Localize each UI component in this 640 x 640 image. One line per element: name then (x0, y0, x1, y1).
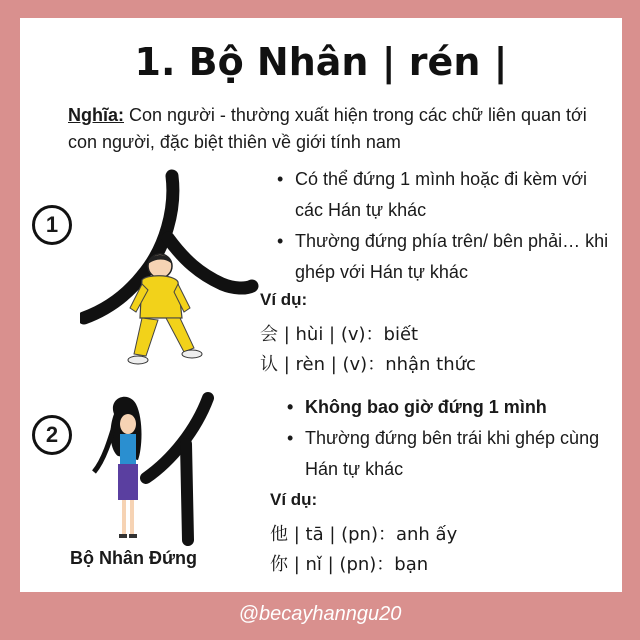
example-line: 认 | rèn | (v)：nhận thức (260, 354, 476, 375)
ren-standing-slash (146, 398, 208, 478)
examples-title-2: Ví dụ: (270, 490, 318, 509)
list-item: • Có thể đứng 1 mình hoặc đi kèm với các Hán tự khác (275, 164, 615, 226)
meaning-label: Nghĩa: (68, 105, 124, 125)
section2-bullets (285, 392, 615, 485)
section1-bullets (275, 164, 615, 288)
footer-handle: @becayhanngu20 (238, 603, 402, 625)
examples-title-1: Ví dụ: (260, 290, 308, 309)
section-number-2: 2 (32, 415, 72, 455)
example-line: 你 | nǐ | (pn)：bạn (270, 554, 429, 575)
section-number-1: 1 (32, 205, 72, 245)
list-item: • Thường đứng phía trên/ bên phải… khi ghép với Hán tự khác (275, 226, 615, 288)
ren-standing-vertical (186, 444, 188, 540)
standing-girl-figure (94, 397, 142, 538)
content-card (20, 18, 622, 592)
example-line: 他 | tā | (pn)：anh ấy (270, 524, 458, 545)
list-item: • Thường đứng bên trái khi ghép cùng Hán tự khác (285, 423, 615, 485)
list-item: • Không bao giờ đứng 1 mình (285, 392, 615, 423)
standing-ren-caption: Bộ Nhân Đứng (70, 548, 198, 568)
page-title: 1. Bộ Nhân | rén | (134, 40, 508, 84)
ren-right-stroke (168, 238, 252, 288)
standing-ren-illustration (88, 390, 238, 550)
ren-radical-illustration (80, 168, 270, 378)
meaning-paragraph (68, 102, 588, 156)
meaning-text: Con người - thường xuất hiện trong các chữ liên quan tới con người, đặc biệt thiên về giới tính nam (68, 105, 587, 152)
example-line: 会 | hùi | (v)：biết (260, 324, 419, 345)
